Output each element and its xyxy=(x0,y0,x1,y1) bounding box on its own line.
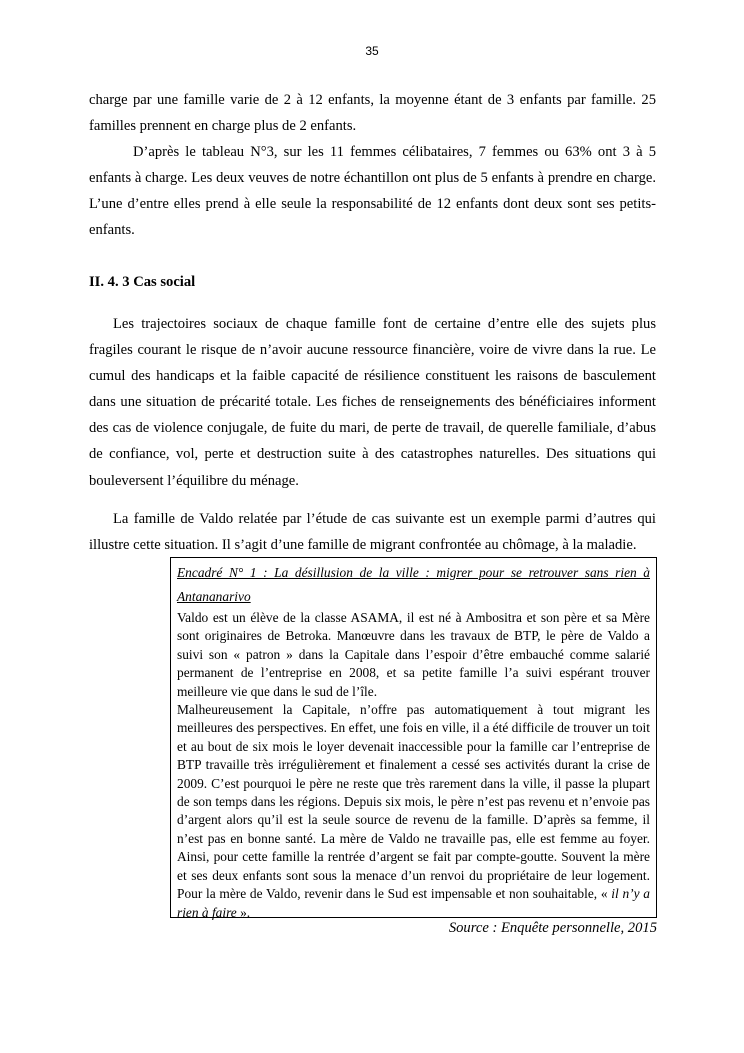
paragraph-3 xyxy=(89,311,656,494)
paragraph-4 xyxy=(89,506,656,558)
case-study-paragraph-2 xyxy=(177,701,650,922)
paragraph-3-text: Les trajectoires sociaux de chaque famille font de certaine d’entre elle des sujets plus fragiles courant le risque de n’avoir aucune ressource financière, voire de vivre dans la rue. Le cumul des handicaps et la faible capacité de résilience constituent les raisons de basculement dans une situation de précarité totale. Les fiches de renseignements des bénéficiaires informent des cas de violence conjugale, de fuite du mari, de perte de travail, de querelle familiale, d’abus de confiance, vol, perte et destruction suite à des catastrophes naturelles. Des situations qui bouleversent l’équilibre du ménage. xyxy=(89,316,656,489)
paragraph-2 xyxy=(89,139,656,243)
source-citation: Source : Enquête personnelle, 2015 xyxy=(448,920,657,936)
case-study-box xyxy=(170,557,657,918)
case-study-paragraph-2-end: ». xyxy=(236,904,251,920)
paragraph-2-text: D’après le tableau N°3, sur les 11 femmes célibataires, 7 femmes ou 63% ont 3 à 5 enfants à charge. Les deux veuves de notre échantillon ont plus de 5 enfants à prendre en charge. L’une d’entre elles prend à elle seule la responsabilité de 12 enfants dont deux sont ses petits-enfants. xyxy=(89,144,656,239)
paragraph-1 xyxy=(89,87,656,139)
paragraph-1-text: charge par une famille varie de 2 à 12 enfants, la moyenne étant de 3 enfants par famille. 25 familles prennent en charge plus de 2 enfants. xyxy=(89,92,656,135)
case-study-title: Encadré N° 1 : La désillusion de la ville : migrer pour se retrouver sans rien à Antananarivo xyxy=(177,565,650,604)
paragraph-4-text: La famille de Valdo relatée par l’étude de cas suivante est un exemple parmi d’autres qui illustre cette situation. Il s’agit d’une famille de migrant confrontée au chômage, à la maladie. xyxy=(89,511,656,554)
page-number: 35 xyxy=(365,44,379,58)
case-study-quote: il n’y a rien à faire xyxy=(177,886,650,920)
case-study-paragraph-2-body: Malheureusement la Capitale, n’offre pas automatiquement à tout migrant les meilleures des perspectives. En effet, une fois en ville, il a été difficile de trouver un toit et au bout de six mois le loyer devenait inaccessible pour la famille car l’entreprise de BTP travaille très irrégulièrement et finalement a cessé ses activités durant la crise de 2009. C’est pourquoi le père ne reste que très rarement dans la ville, il passe la plupart de son temps dans les régions. Depuis six mois, le père n’est pas revenu et n’envoie pas d’argent alors qu’il est la seule source de revenu de la famille. D’après sa femme, il n’est pas en bonne santé. La mère de Valdo ne travaille pas, elle est femme au foyer. Ainsi, pour cette famille la rentrée d’argent se fait par compte-goutte. Souvent la mère et ses deux enfants sont sous la menace d’un renvoi du propriétaire de leur logement. Pour la mère de Valdo, revenir dans le Sud est impensable et non souhaitable, « xyxy=(177,702,650,902)
section-heading: II. 4. 3 Cas social xyxy=(89,274,196,290)
case-study-paragraph-1: Valdo est un élève de la classe ASAMA, il est né à Ambositra et son père et sa Mère sont originaires de Betroka. Manœuvre dans les travaux de BTP, le père de Valdo a suivi son « patron » dans la Capitale dans l’espoir d’être embauché comme salarié permanent de l’entreprise en 2008, et sa petite famille l’a suivi espérant trouver meilleure vie que dans le sud de l’île. xyxy=(177,610,650,699)
